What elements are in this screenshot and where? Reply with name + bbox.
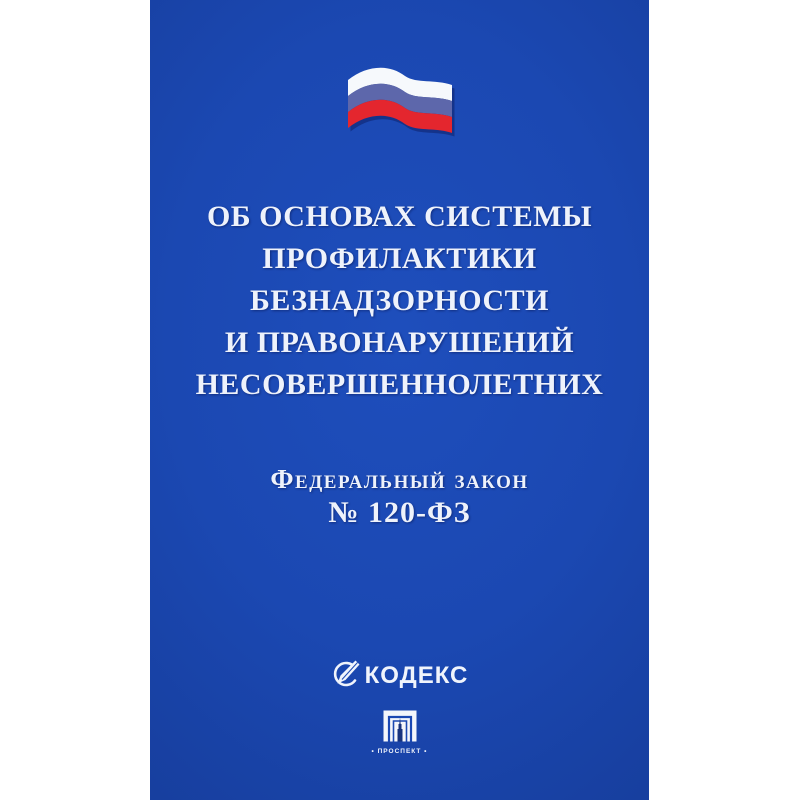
prospekt-publisher-caption: • ПРОСПЕКТ • (371, 748, 428, 755)
title-line: НЕСОВЕРШЕННОЛЕТНИХ (195, 368, 604, 401)
russian-flag-icon (345, 58, 455, 138)
law-type-label: Федеральный закон (270, 464, 529, 494)
kodeks-publisher-logo (150, 658, 649, 693)
prospekt-publisher-logo (150, 710, 649, 755)
pen-circle-icon (331, 658, 361, 693)
law-number-label: № 120-ФЗ (328, 496, 471, 529)
kodeks-publisher-label: КОДЕКС (364, 661, 469, 689)
arch-tower-icon (383, 729, 417, 746)
book-cover (150, 0, 649, 800)
title-line: ПРОФИЛАКТИКИ (262, 242, 537, 275)
book-title (150, 196, 649, 406)
title-line: ОБ ОСНОВАХ СИСТЕМЫ (206, 200, 593, 233)
title-line: И ПРАВОНАРУШЕНИЙ (224, 326, 575, 359)
title-line: БЕЗНАДЗОРНОСТИ (250, 284, 549, 317)
